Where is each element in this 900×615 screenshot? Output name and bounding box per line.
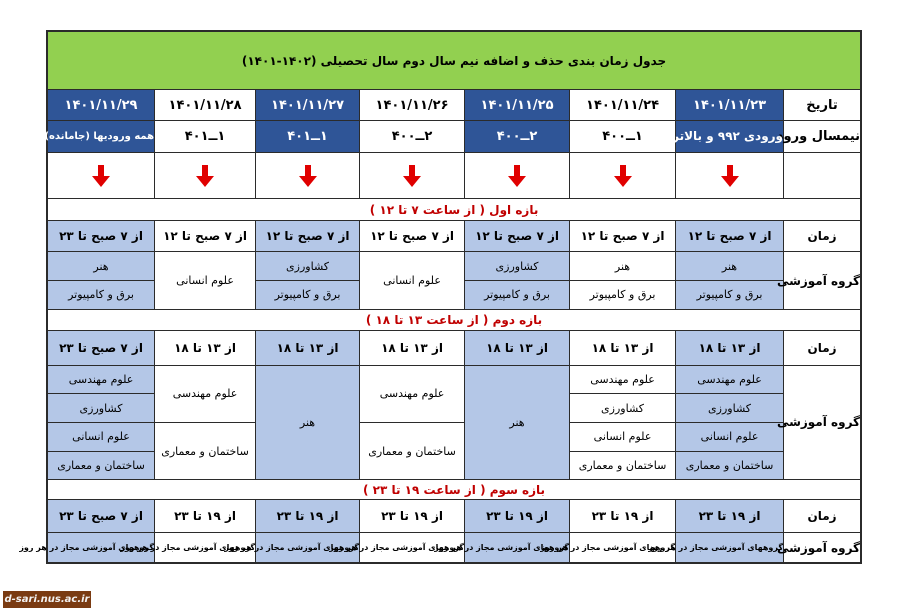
entry-cell: ۲ــ۴۰۰: [360, 121, 465, 153]
group-note-cell: گروههای آموزشی مجاز در هر روز: [570, 533, 676, 563]
entry-cell: ۱ــ۴۰۰: [570, 121, 676, 153]
date-cell: ۱۴۰۱/۱۱/۲۸: [155, 90, 256, 121]
group-note-cell: گروههای آموزشی مجاز در هر روز: [465, 533, 570, 563]
down-arrow-icon: [465, 152, 570, 199]
down-arrow-icon: [48, 152, 155, 199]
entry-label: نیمسال ورود: [784, 121, 861, 153]
period-row: [48, 309, 861, 330]
group-cell: ساختمان و معماری: [360, 422, 465, 479]
group-note-cell: گروههای آموزشی مجاز در هر روز: [48, 533, 155, 563]
time-cell: از ۱۹ تا ۲۳: [676, 500, 784, 533]
group-cell: کشاورزی: [676, 394, 784, 423]
group-note-cell: گروههای آموزشی مجاز در هر روز: [155, 533, 256, 563]
date-cell: ۱۴۰۱/۱۱/۲۷: [256, 90, 360, 121]
time-cell: از ۷ صبح تا ۲۳: [48, 220, 155, 252]
group-cell: علوم مهندسی: [48, 365, 155, 394]
time-row: [48, 500, 861, 533]
down-arrow-icon: [155, 152, 256, 199]
group-cell: کشاورزی: [256, 252, 360, 281]
group-cell: هنر: [570, 252, 676, 281]
group-row: [48, 533, 861, 563]
group-cell: علوم انسانی: [570, 422, 676, 451]
group-cell: کشاورزی: [465, 252, 570, 281]
period-row: [48, 199, 861, 220]
time-label: زمان: [784, 330, 861, 365]
date-cell: ۱۴۰۱/۱۱/۲۵: [465, 90, 570, 121]
group-label: گروه آموزشی: [784, 365, 861, 479]
group-cell: هنر: [48, 252, 155, 281]
group-cell: برق و کامپیوتر: [256, 281, 360, 310]
time-cell: از ۱۹ تا ۲۳: [155, 500, 256, 533]
time-cell: از ۱۹ تا ۲۳: [360, 500, 465, 533]
date-label: تاریخ: [784, 90, 861, 121]
time-cell: از ۱۹ تا ۲۳: [256, 500, 360, 533]
time-cell: از ۷ صبح تا ۱۲: [256, 220, 360, 252]
group-note-cell: گروههای آموزشی مجاز در هر روز: [256, 533, 360, 563]
time-cell: از ۱۳ تا ۱۸: [570, 330, 676, 365]
time-label: زمان: [784, 500, 861, 533]
group-cell: علوم انسانی: [360, 252, 465, 309]
time-cell: از ۷ صبح تا ۱۲: [676, 220, 784, 252]
period-1-title: بازه اول ( از ساعت ۷ تا ۱۲ ): [48, 199, 861, 220]
date-cell: ۱۴۰۱/۱۱/۲۶: [360, 90, 465, 121]
entry-cell: ۱ــ۴۰۱: [256, 121, 360, 153]
group-row: [48, 365, 861, 394]
table-title: جدول زمان بندی حذف و اضافه نیم سال دوم سال تحصیلی (۱۴۰۲-۱۴۰۱): [48, 32, 861, 90]
group-cell: برق و کامپیوتر: [570, 281, 676, 310]
group-cell: علوم انسانی: [676, 422, 784, 451]
time-label: زمان: [784, 220, 861, 252]
empty-cell: [784, 152, 861, 199]
time-cell: از ۷ صبح تا ۲۳: [48, 500, 155, 533]
group-row: [48, 422, 861, 451]
group-cell: ساختمان و معماری: [48, 451, 155, 480]
group-cell: علوم انسانی: [48, 422, 155, 451]
group-note-cell: گروههای آموزشی مجاز در هر روز: [360, 533, 465, 563]
group-cell: علوم مهندسی: [155, 365, 256, 422]
group-cell: علوم مهندسی: [570, 365, 676, 394]
time-cell: از ۷ صبح تا ۱۲: [465, 220, 570, 252]
title-row: [48, 32, 861, 90]
group-cell: ساختمان و معماری: [155, 422, 256, 479]
time-cell: از ۷ صبح تا ۱۲: [360, 220, 465, 252]
group-cell: هنر: [465, 365, 570, 479]
group-cell: علوم مهندسی: [360, 365, 465, 422]
group-cell: برق و کامپیوتر: [48, 281, 155, 310]
down-arrow-icon: [256, 152, 360, 199]
time-cell: از ۱۳ تا ۱۸: [676, 330, 784, 365]
period-2-title: بازه دوم ( از ساعت ۱۳ تا ۱۸ ): [48, 309, 861, 330]
group-cell: کشاورزی: [48, 394, 155, 423]
entry-cell: همه ورودیها (جامانده): [48, 121, 155, 153]
group-cell: کشاورزی: [570, 394, 676, 423]
group-cell: هنر: [256, 365, 360, 479]
time-cell: از ۱۹ تا ۲۳: [465, 500, 570, 533]
time-cell: از ۷ صبح تا ۱۲: [570, 220, 676, 252]
site-url-label: d-sari.nus.ac.ir: [3, 591, 91, 608]
group-cell: برق و کامپیوتر: [676, 281, 784, 310]
group-cell: ساختمان و معماری: [570, 451, 676, 480]
time-cell: از ۱۹ تا ۲۳: [570, 500, 676, 533]
period-row: [48, 480, 861, 500]
time-cell: از ۱۳ تا ۱۸: [256, 330, 360, 365]
group-cell: علوم انسانی: [155, 252, 256, 309]
date-cell: ۱۴۰۱/۱۱/۲۳: [676, 90, 784, 121]
group-cell: ساختمان و معماری: [676, 451, 784, 480]
date-cell: ۱۴۰۱/۱۱/۲۹: [48, 90, 155, 121]
group-label: گروه آموزشی: [784, 533, 861, 563]
time-cell: از ۱۳ تا ۱۸: [465, 330, 570, 365]
group-cell: برق و کامپیوتر: [465, 281, 570, 310]
group-cell: علوم مهندسی: [676, 365, 784, 394]
group-label: گروه آموزشی: [784, 252, 861, 309]
date-cell: ۱۴۰۱/۱۱/۲۴: [570, 90, 676, 121]
time-row: [48, 330, 861, 365]
group-row: [48, 252, 861, 281]
entry-cell: ۱ــ۴۰۱: [155, 121, 256, 153]
entry-cell: ۲ــ۴۰۰: [465, 121, 570, 153]
time-cell: از ۱۳ تا ۱۸: [155, 330, 256, 365]
down-arrow-icon: [360, 152, 465, 199]
schedule-table-frame: [19, 30, 862, 564]
schedule-table: [19, 31, 861, 563]
period-3-title: بازه سوم ( از ساعت ۱۹ تا ۲۳ ): [48, 480, 861, 500]
date-row: [48, 90, 861, 121]
group-cell: هنر: [676, 252, 784, 281]
time-row: [48, 220, 861, 252]
time-cell: از ۷ صبح تا ۲۳: [48, 330, 155, 365]
time-cell: از ۱۳ تا ۱۸: [360, 330, 465, 365]
entry-cell: ورودی ۹۹۲ و بالاتر: [676, 121, 784, 153]
down-arrow-icon: [676, 152, 784, 199]
down-arrow-icon: [570, 152, 676, 199]
time-cell: از ۷ صبح تا ۱۲: [155, 220, 256, 252]
group-note-cell: گروههای آموزشی مجاز در هر روز: [676, 533, 784, 563]
entry-row: [48, 121, 861, 153]
arrow-row: [48, 152, 861, 199]
